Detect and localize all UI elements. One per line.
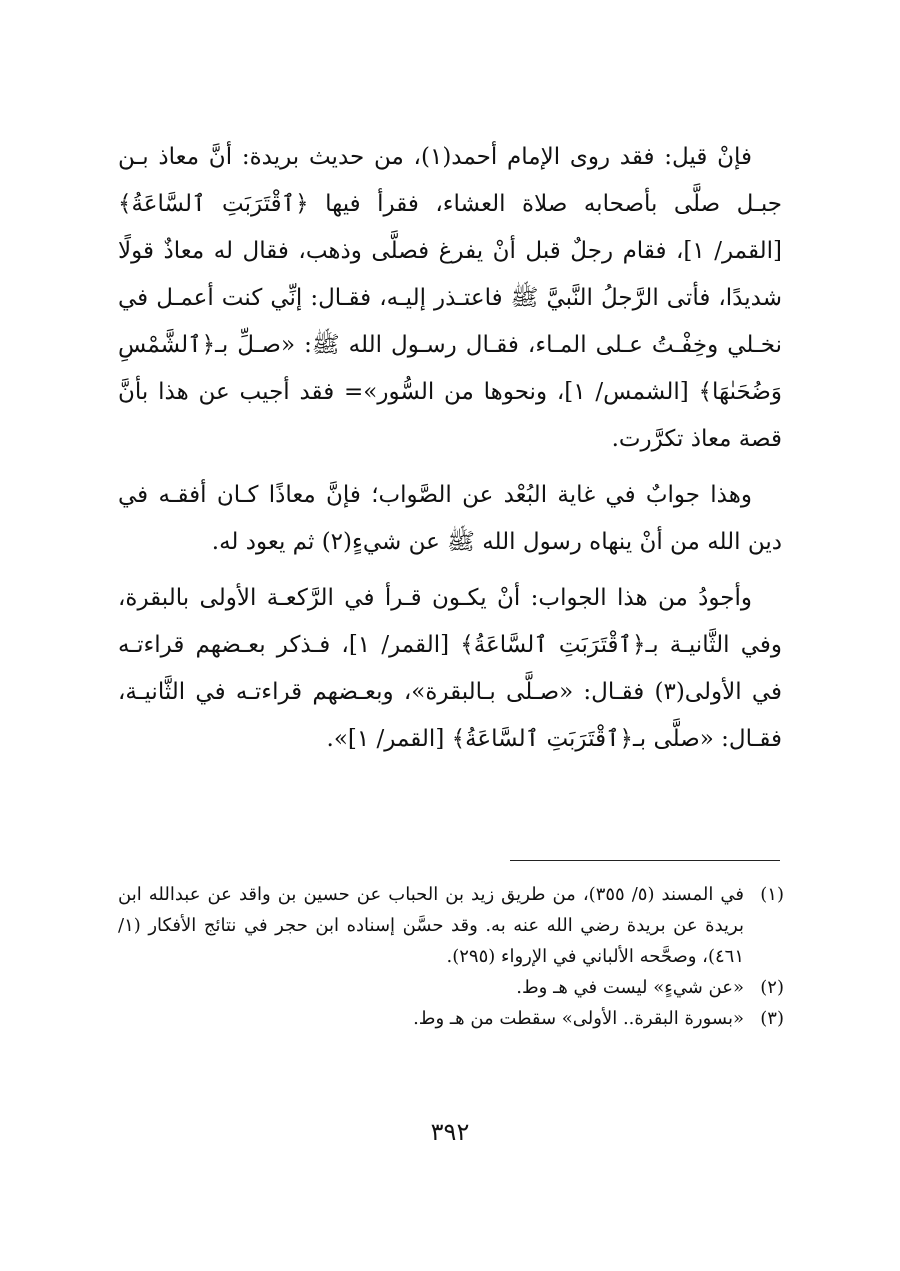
footnote-text: في المسند (٥/ ٣٥٥)، من طريق زيد بن الحباب عن حسين بن واقد عن عبدالله ابن بريدة عن بريدة رضي الله عنه به. وقد حسَّن إسناده ابن حجر في نتائج الأفكار (١/ ٤٦١)، وصحَّحه الألباني في الإرواء (٢٩٥). — [118, 884, 744, 967]
footnote-number: (٣) — [760, 1008, 784, 1029]
footnotes — [118, 879, 784, 1034]
main-text — [118, 134, 782, 772]
paragraph-2: وهذا جوابٌ في غاية البُعْد عن الصَّواب؛ فإنَّ معاذًا كـان أفقـه في دين الله من أنْ ينهاه رسول الله ﷺ عن شيءٍ(٢) ثم يعود له. — [118, 482, 782, 555]
footnote-2 — [118, 972, 784, 1003]
footnote-number: (٢) — [760, 977, 784, 998]
footnote-text: «عن شيءٍ» ليست في هـ وط. — [516, 977, 744, 998]
page-number: ٣٩٢ — [430, 1118, 470, 1146]
paragraph-1: فإنْ قيل: فقد روى الإمام أحمد(١)، من حديث بريدة: أنَّ معاذ بـن جبـل صلَّى بأصحابه صلاة العشاء، فقرأ فيها ﴿ٱقْتَرَبَتِ ٱلسَّاعَةُ﴾ [القمر/ ١]، فقام رجلٌ قبل أنْ يفرغ فصلَّى وذهب، فقال له معاذٌ قولًا شديدًا، فأتى الرَّجلُ النَّبيَّ ﷺ فاعتـذر إليـه، فقـال: إنِّي كنت أعمـل في نخـلي وخِفْـتُ عـلى المـاء، فقـال رسـول الله ﷺ: «صـلِّ بـ﴿ٱلشَّمْسِ وَضُحَىٰهَا﴾ [الشمس/ ١]، ونحوها من السُّور»= فقد أجيب عن هذا بأنَّ قصة معاذ تكرَّرت. — [118, 144, 783, 452]
footnote-separator — [510, 860, 780, 861]
paragraph-3: وأجودُ من هذا الجواب: أنْ يكـون قـرأ في الرَّكعـة الأولى بالبقرة، وفي الثَّانيـة بـ﴿ٱقْتَرَبَتِ ٱلسَّاعَةُ﴾ [القمر/ ١]، فـذكر بعـضهم قراءتـه في الأولى(٣) فقـال: «صـلَّى بـالبقرة»، وبعـضهم قراءتـه في الثَّانيـة، فقـال: «صلَّى بـ﴿ٱقْتَرَبَتِ ٱلسَّاعَةُ﴾ [القمر/ ١]». — [118, 585, 782, 752]
footnote-number: (١) — [760, 884, 784, 905]
footnote-1 — [118, 879, 784, 972]
footnote-text: «بسورة البقرة.. الأولى» سقطت من هـ وط. — [413, 1008, 744, 1029]
footnote-3 — [118, 1003, 784, 1034]
